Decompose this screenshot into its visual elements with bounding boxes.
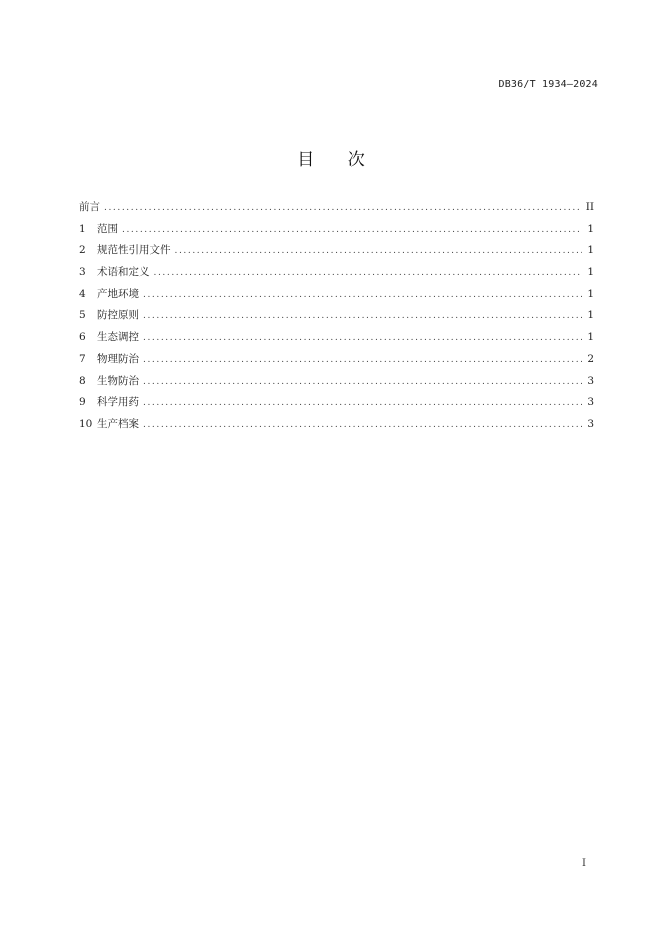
toc-entry-label: 生物防治 — [97, 374, 139, 387]
toc-entry-number: 4 — [79, 287, 86, 300]
toc-entry-page: II — [585, 201, 594, 213]
toc-entry-normative-references[interactable] — [79, 240, 594, 262]
toc-entry-number: 9 — [79, 396, 86, 409]
toc-entry-page: 1 — [587, 266, 594, 279]
toc-entry-control-principles[interactable] — [79, 305, 594, 327]
toc-entry-label: 生产档案 — [97, 417, 139, 430]
table-of-contents — [79, 197, 594, 436]
toc-entry-label: 科学用药 — [97, 396, 139, 409]
toc-dot-leader — [143, 393, 582, 415]
toc-entry-page: 1 — [587, 244, 594, 257]
toc-entry-label: 生态调控 — [97, 331, 139, 344]
toc-entry-number: 2 — [79, 244, 86, 257]
toc-entry-number: 6 — [79, 331, 86, 344]
toc-dot-leader — [104, 198, 582, 220]
toc-entry-page: 1 — [587, 309, 594, 322]
toc-entry-label: 前言 — [79, 201, 100, 213]
toc-entry-number: 8 — [79, 374, 86, 387]
toc-dot-leader — [154, 263, 583, 285]
toc-entry-number: 7 — [79, 352, 86, 365]
toc-entry-label: 物理防治 — [97, 352, 139, 365]
toc-entry-foreword[interactable] — [79, 197, 594, 219]
toc-entry-physical-control[interactable] — [79, 349, 594, 371]
toc-title: 目 次 — [297, 150, 379, 170]
toc-dot-leader — [143, 372, 582, 394]
toc-entry-page: 1 — [587, 222, 594, 235]
toc-entry-page: 3 — [587, 396, 594, 409]
toc-dot-leader — [143, 285, 582, 307]
toc-entry-terms-definitions[interactable] — [79, 262, 594, 284]
toc-entry-biological-control[interactable] — [79, 371, 594, 393]
toc-entry-label: 术语和定义 — [97, 266, 150, 279]
document-code: DB36/T 1934—2024 — [498, 79, 598, 90]
toc-entry-production-records[interactable] — [79, 414, 594, 436]
toc-entry-number: 1 — [79, 222, 86, 235]
toc-entry-page: 3 — [587, 417, 594, 430]
toc-dot-leader — [143, 415, 582, 437]
toc-entry-label: 防控原则 — [97, 309, 139, 322]
toc-entry-page: 1 — [587, 331, 594, 344]
toc-entry-label: 产地环境 — [97, 287, 139, 300]
toc-entry-production-environment[interactable] — [79, 284, 594, 306]
toc-entry-page: 1 — [587, 287, 594, 300]
toc-entry-label: 规范性引用文件 — [97, 244, 171, 257]
toc-entry-number: 3 — [79, 266, 86, 279]
toc-entry-scope[interactable] — [79, 219, 594, 241]
toc-entry-page: 3 — [587, 374, 594, 387]
toc-dot-leader — [175, 241, 583, 263]
toc-dot-leader — [122, 220, 582, 242]
toc-entry-number: 5 — [79, 309, 86, 322]
toc-entry-number: 10 — [79, 417, 93, 430]
toc-dot-leader — [143, 350, 582, 372]
toc-dot-leader — [143, 306, 582, 328]
toc-entry-scientific-pesticide-use[interactable] — [79, 392, 594, 414]
toc-dot-leader — [143, 328, 582, 350]
page-number: I — [582, 858, 586, 869]
toc-entry-page: 2 — [587, 352, 594, 365]
toc-entry-label: 范围 — [97, 222, 118, 235]
toc-entry-ecological-regulation[interactable] — [79, 327, 594, 349]
